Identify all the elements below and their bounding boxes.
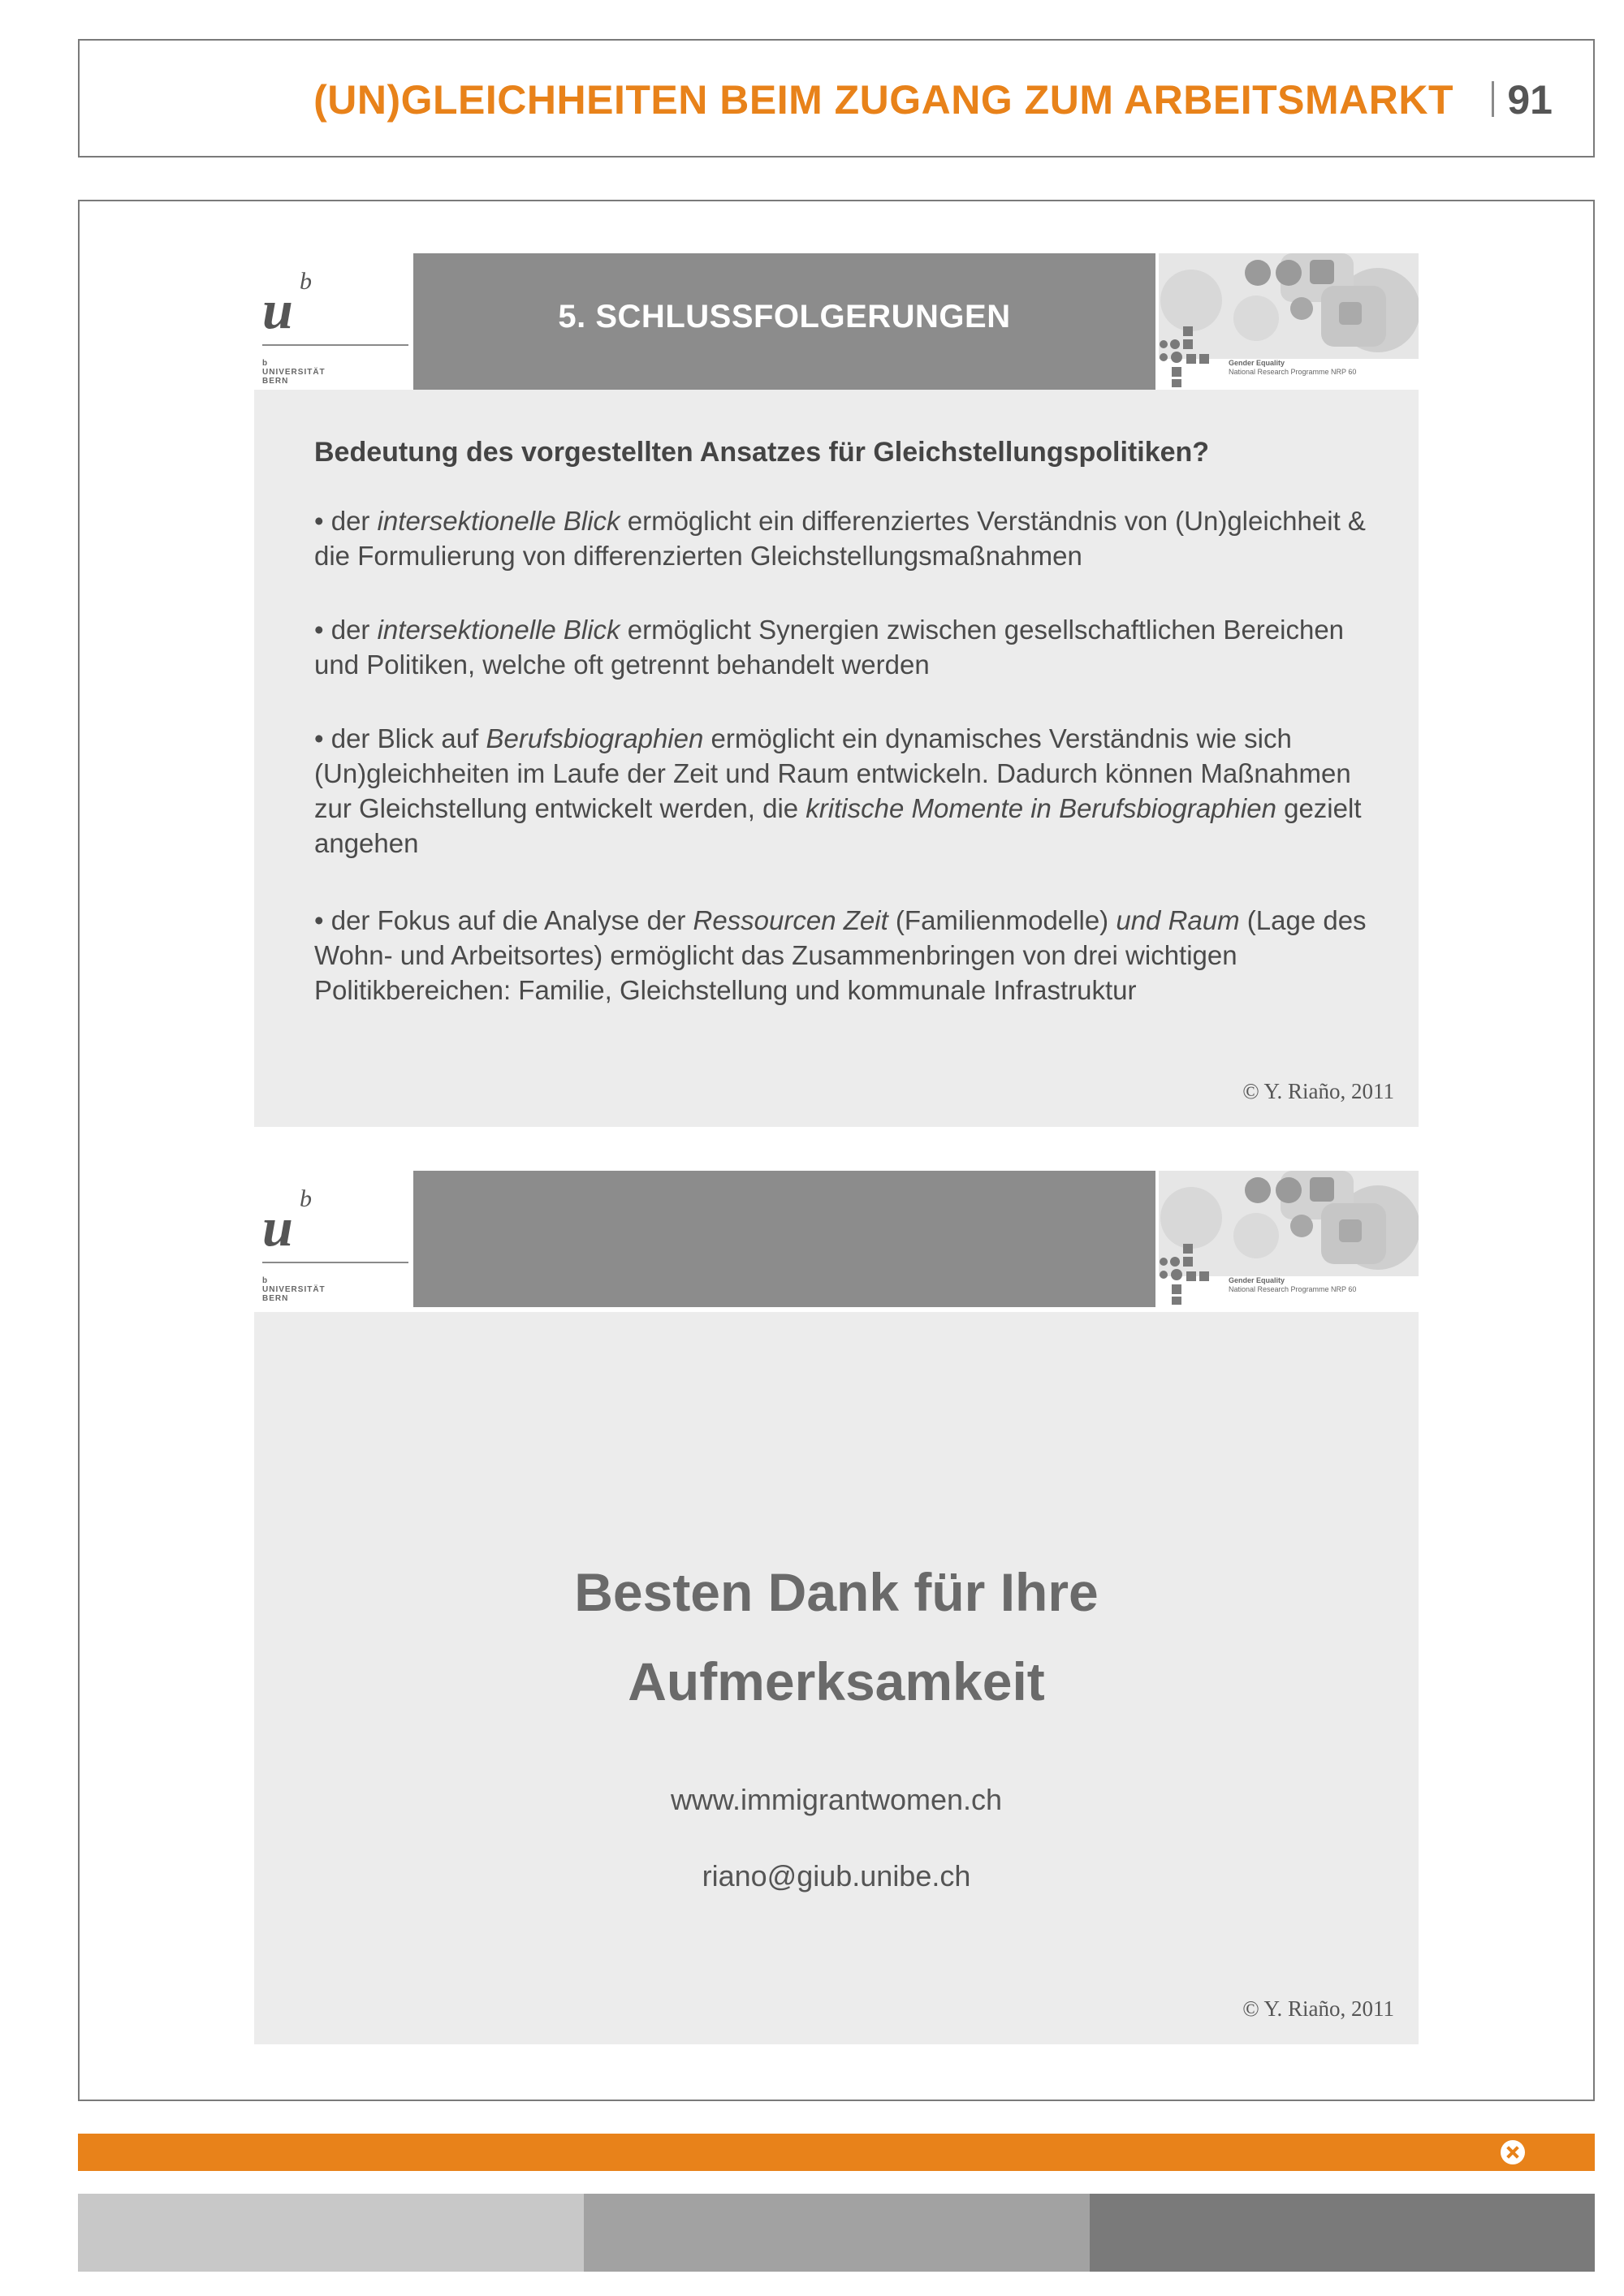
logo-small-b: b <box>262 359 269 368</box>
header-separator <box>1492 81 1494 117</box>
logo-rule <box>262 344 408 346</box>
bullet1-text-a: • der <box>314 506 378 536</box>
slide-title-bar <box>413 1171 1155 1307</box>
slide-header <box>254 253 1419 390</box>
bullet2-emphasis: intersektionelle Blick <box>377 615 620 645</box>
logo-name-line1: UNIVERSITÄT <box>262 1285 326 1294</box>
badge-text <box>1229 359 1356 377</box>
slide-question: Bedeutung des vorgestellten Ansatzes für Gleichstellungspolitiken? <box>314 437 1210 468</box>
slide-header <box>254 1171 1419 1307</box>
bullet1-text-c: ermöglicht ein differenziertes Verständnis von (Un)gleichheit & die Formulierung von differenzierten Gleichstellungsmaßnahmen <box>314 506 1366 571</box>
badge-text <box>1229 1276 1356 1294</box>
slide-copyright: © Y. Riaño, 2011 <box>1242 1079 1394 1103</box>
badge-line1: Gender Equality <box>1229 1276 1285 1284</box>
logo-superscript-b: b <box>300 268 312 295</box>
page-number: 91 <box>1507 77 1553 123</box>
university-bern-logo <box>254 253 413 390</box>
logo-letter-u: u <box>262 278 293 340</box>
bullet-paragraph-4 <box>314 903 1394 1008</box>
bullet-paragraph-1 <box>314 503 1394 573</box>
bullet1-emphasis: intersektionelle Blick <box>377 506 620 536</box>
logo-name-line2: BERN <box>262 377 289 386</box>
footer-strip-light <box>78 2194 584 2272</box>
bullet3-emphasis-1: Berufsbiographien <box>486 723 704 753</box>
bullet2-text-a: • der <box>314 615 378 645</box>
bullet4-emphasis-1: Ressourcen Zeit <box>693 905 888 935</box>
bullet3-text-e: gezielt angehen <box>314 793 1362 858</box>
bullet3-emphasis-2: kritische Momente in Berufsbiographien <box>806 793 1276 823</box>
nrp60-badge <box>1159 1171 1419 1307</box>
slide-body <box>254 1312 1419 2044</box>
footer-strip-medium <box>584 2194 1090 2272</box>
slide-conclusions <box>254 253 1419 1127</box>
email-link[interactable]: riano@giub.unibe.ch <box>702 1859 971 1892</box>
bullet3-text-a: • der Blick auf <box>314 723 486 753</box>
logo-name-line1: UNIVERSITÄT <box>262 368 326 377</box>
close-circle-icon <box>1501 2140 1525 2164</box>
badge-line2: National Research Programme NRP 60 <box>1229 1285 1357 1293</box>
thanks-line-2: Aufmerksamkeit <box>628 1651 1045 1711</box>
logo-name <box>262 1276 326 1303</box>
bullet3-text-c: ermöglicht ein dynamisches Verständnis wie sich (Un)gleichheiten im Laufe der Zeit und Raum entwickeln. Dadurch können Maßnahmen zur Gleichstellung entwickelt werden, die <box>314 723 1351 823</box>
bullet4-emphasis-2: und Raum <box>1116 905 1240 935</box>
slide-body <box>254 390 1419 1127</box>
bullet4-text-c: (Familienmodelle) <box>888 905 1116 935</box>
logo-superscript-b: b <box>300 1185 312 1212</box>
badge-line1: Gender Equality <box>1229 359 1285 367</box>
logo-rule <box>262 1262 408 1263</box>
logo-name-line2: BERN <box>262 1294 289 1303</box>
website-link[interactable]: www.immigrantwomen.ch <box>670 1783 1003 1816</box>
slide-title: 5. SCHLUSSFOLGERUNGEN <box>558 299 1011 334</box>
logo-letter-u: u <box>262 1196 293 1258</box>
logo-name <box>262 359 326 386</box>
nrp60-badge <box>1159 253 1419 390</box>
page-title: (UN)GLEICHHEITEN BEIM ZUGANG ZUM ARBEITSMARKT <box>313 77 1453 123</box>
university-bern-logo <box>254 1171 413 1307</box>
bullet-paragraph-3 <box>314 721 1394 861</box>
slide-title-bar <box>413 253 1155 390</box>
bullet4-text-e: (Lage des Wohn- und Arbeitsortes) ermöglicht das Zusammenbringen von drei wichtigen Politikbereichen: Familie, Gleichstellung und kommunale Infrastruktur <box>314 905 1367 1005</box>
slide-copyright: © Y. Riaño, 2011 <box>1242 1996 1394 2021</box>
bullet-paragraph-2 <box>314 612 1394 682</box>
slide-thanks <box>254 1171 1419 2044</box>
footer-accent-bar <box>78 2134 1595 2171</box>
page-header <box>78 39 1595 158</box>
logo-small-b: b <box>262 1276 269 1285</box>
bullet2-text-c: ermöglicht Synergien zwischen gesellschaftlichen Bereichen und Politiken, welche oft getrennt behandelt werden <box>314 615 1345 680</box>
footer-strip-dark <box>1090 2194 1595 2272</box>
thanks-line-1: Besten Dank für Ihre <box>574 1562 1099 1622</box>
bullet4-text-a: • der Fokus auf die Analyse der <box>314 905 693 935</box>
badge-line2: National Research Programme NRP 60 <box>1229 368 1357 376</box>
